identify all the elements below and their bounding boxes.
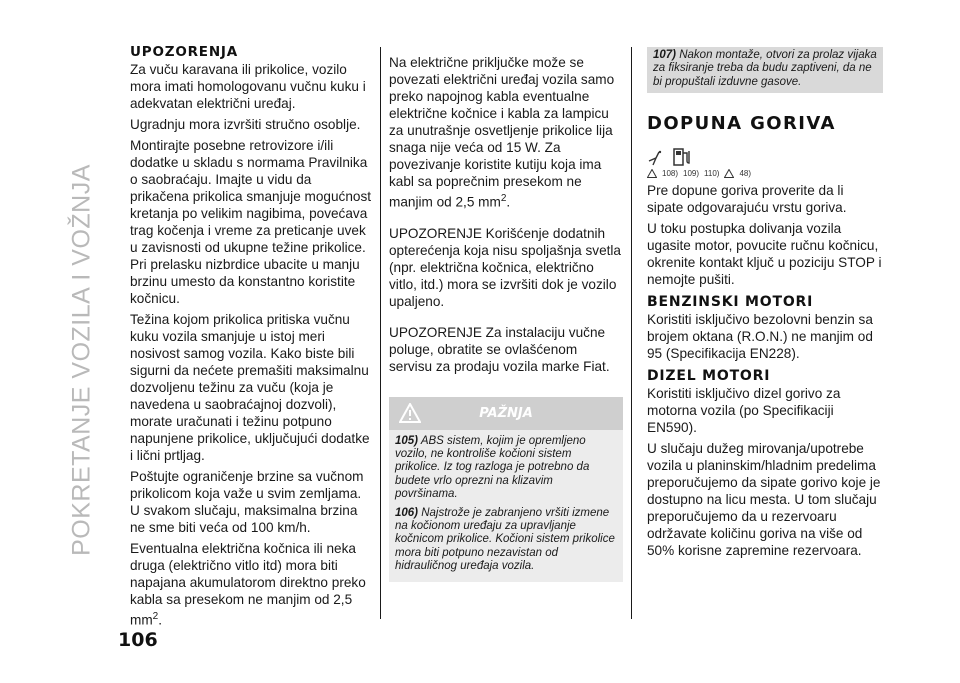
warning-box [389, 397, 623, 582]
note: 107) Nakon montaže, otvori za prolaz vijaka za fiksiranje treba da budu zaptiveni, da ne bi propuštali izduvne gasove. [653, 49, 877, 88]
reference: 108) [662, 169, 679, 179]
fuel-pump-icon [671, 145, 693, 167]
paragraph: Na električne priključke može se povezati električni uređaj vozila samo preko napojnog kabla eventualne električne kočnice i kabla za lampicu za unutrašnje osvetljenje prikolice lija snaga nije veća od 15 W. Za povezivanje koristite kutiju koja ima kabl sa poprečnim presekom ne manjim od 2,5 $mm^2$. [389, 55, 615, 210]
paragraph: Koristiti isključivo bezolovni benzin sa brojem oktana (R.O.N.) ne manjim od 95 (Specifikacija EN228). [647, 312, 873, 362]
warning-note: 106) Najstrože je zabranjeno vršiti izmene na kočionom uređaju za upravljanje kočnicom prikolice. Kočioni sistem prikolice mora biti potpuno nezavistan od hidrauličnog uređaja vozila. [395, 506, 615, 573]
paragraph: Ugradnju mora izvršiti stručno osoblje. [130, 117, 361, 132]
reference: 110) [704, 169, 720, 179]
paragraph: Težina kojom prikolica pritiska vučnu kuku vozila smanjuje u istoj meri nosivost samog vozila. Kako biste bili sigurni da nećete premašiti maksimalnu dozvoljenu težinu za vuču (koja je navedena u saobraćajnoj dozvoli), morate uračunati i težinu potpuno napunjene prikolice, uključujući dodatke i lični prtljag. [130, 312, 370, 463]
spark-icon [647, 149, 665, 167]
column-divider [631, 47, 632, 619]
warning-note: 105) ABS sistem, kojim je opremljeno vozilo, ne kontroliše kočioni sistem prikolice. Iz tog razloga je potrebno da budete vrlo oprezni na klizavim površinama. [395, 434, 590, 501]
icon-row [647, 145, 883, 167]
paragraph: U toku postupka dolivanja vozila ugasite motor, povucite ručnu kočnicu, okrenite kontakt ključ u poziciju STOP i nemojte pušiti. [647, 221, 882, 288]
page-number: 106 [118, 629, 158, 651]
subsection-heading: BENZINSKI MOTORI [647, 294, 814, 311]
paragraph: Poštujte ograničenje brzine sa vučnom prikolicom koja važe u svim zemljama. U svakom slučaju, maksimalna brzina ne sme biti veća od 100 km/h. [130, 469, 364, 535]
subsection-heading: DIZEL MOTORI [647, 368, 771, 385]
paragraph: Pre dopune goriva proverite da li sipate odgovarajuću vrstu goriva. [647, 183, 847, 216]
small-warning-icon [724, 169, 734, 178]
section-heading: DOPUNA GORIVA [647, 113, 836, 135]
column-divider [380, 47, 381, 619]
reference: 109) [683, 169, 700, 179]
paragraph: Koristiti isključivo dizel gorivo za motorna vozila (po Specifikaciji EN590). [647, 386, 841, 436]
paragraph: Montirajte posebne retrovizore i/ili dodatke u skladu s normama Pravilnika o saobraćaju. Imajte u vidu da prikačena prikolica smanjuje mogućnost kretanja po velikim nagibima, povećava trag kočenja i vreme za preticanje uvek u zavisnosti od ukupne težine prikolice. Pri prelasku nizbrdice ubacite u manju brzinu umesto da konstantno koristite kočnicu. [130, 138, 372, 306]
warning-header [389, 397, 623, 430]
paragraph: UPOZORENJE Korišćenje dodatnih opterećenja koja nisu spoljašnja svetla (npr. električna kočnica, električno vitlo, itd.) mora se izvršiti dok je vozilo upaljeno. [389, 225, 621, 309]
reference: 48) [739, 169, 752, 179]
paragraph: U slučaju dužeg mirovanja/upotrebe vozila u planinskim/hladnim predelima preporučujemo da sipate gorivo koje je dostupno na licu mesta. U tom slučaju preporučujemo da u rezervoaru održavate količinu goriva na više od 50% korisne zapremine rezervoara. [647, 441, 881, 559]
column-3 [647, 47, 883, 563]
small-warning-icon [647, 169, 657, 178]
paragraph: UPOZORENJE Za instalaciju vučne poluge, obratite se ovlašćenom servisu za prodaju vozila marke Fiat. [389, 324, 610, 374]
paragraph: Eventualna električna kočnica ili neka druga (električno vitlo itd) mora biti napajana akumulatorom direktno preko kabla sa presekom ne manjim od 2,5 $mm^2$. [130, 541, 366, 628]
section-heading: UPOZORENJA [130, 44, 238, 60]
note-box [647, 47, 883, 93]
sidebar-title: POKRETANJE VOZILA I VOŽNJA [67, 164, 96, 556]
column-1 [130, 44, 373, 633]
paragraph: Za vuču karavana ili prikolice, vozilo mora imati homologovanu vučnu kuku i adekvatan električni uređaj. [130, 62, 366, 111]
reference-row [647, 169, 883, 178]
column-2 [389, 54, 623, 582]
warning-label: PAŽNJA [479, 405, 533, 421]
